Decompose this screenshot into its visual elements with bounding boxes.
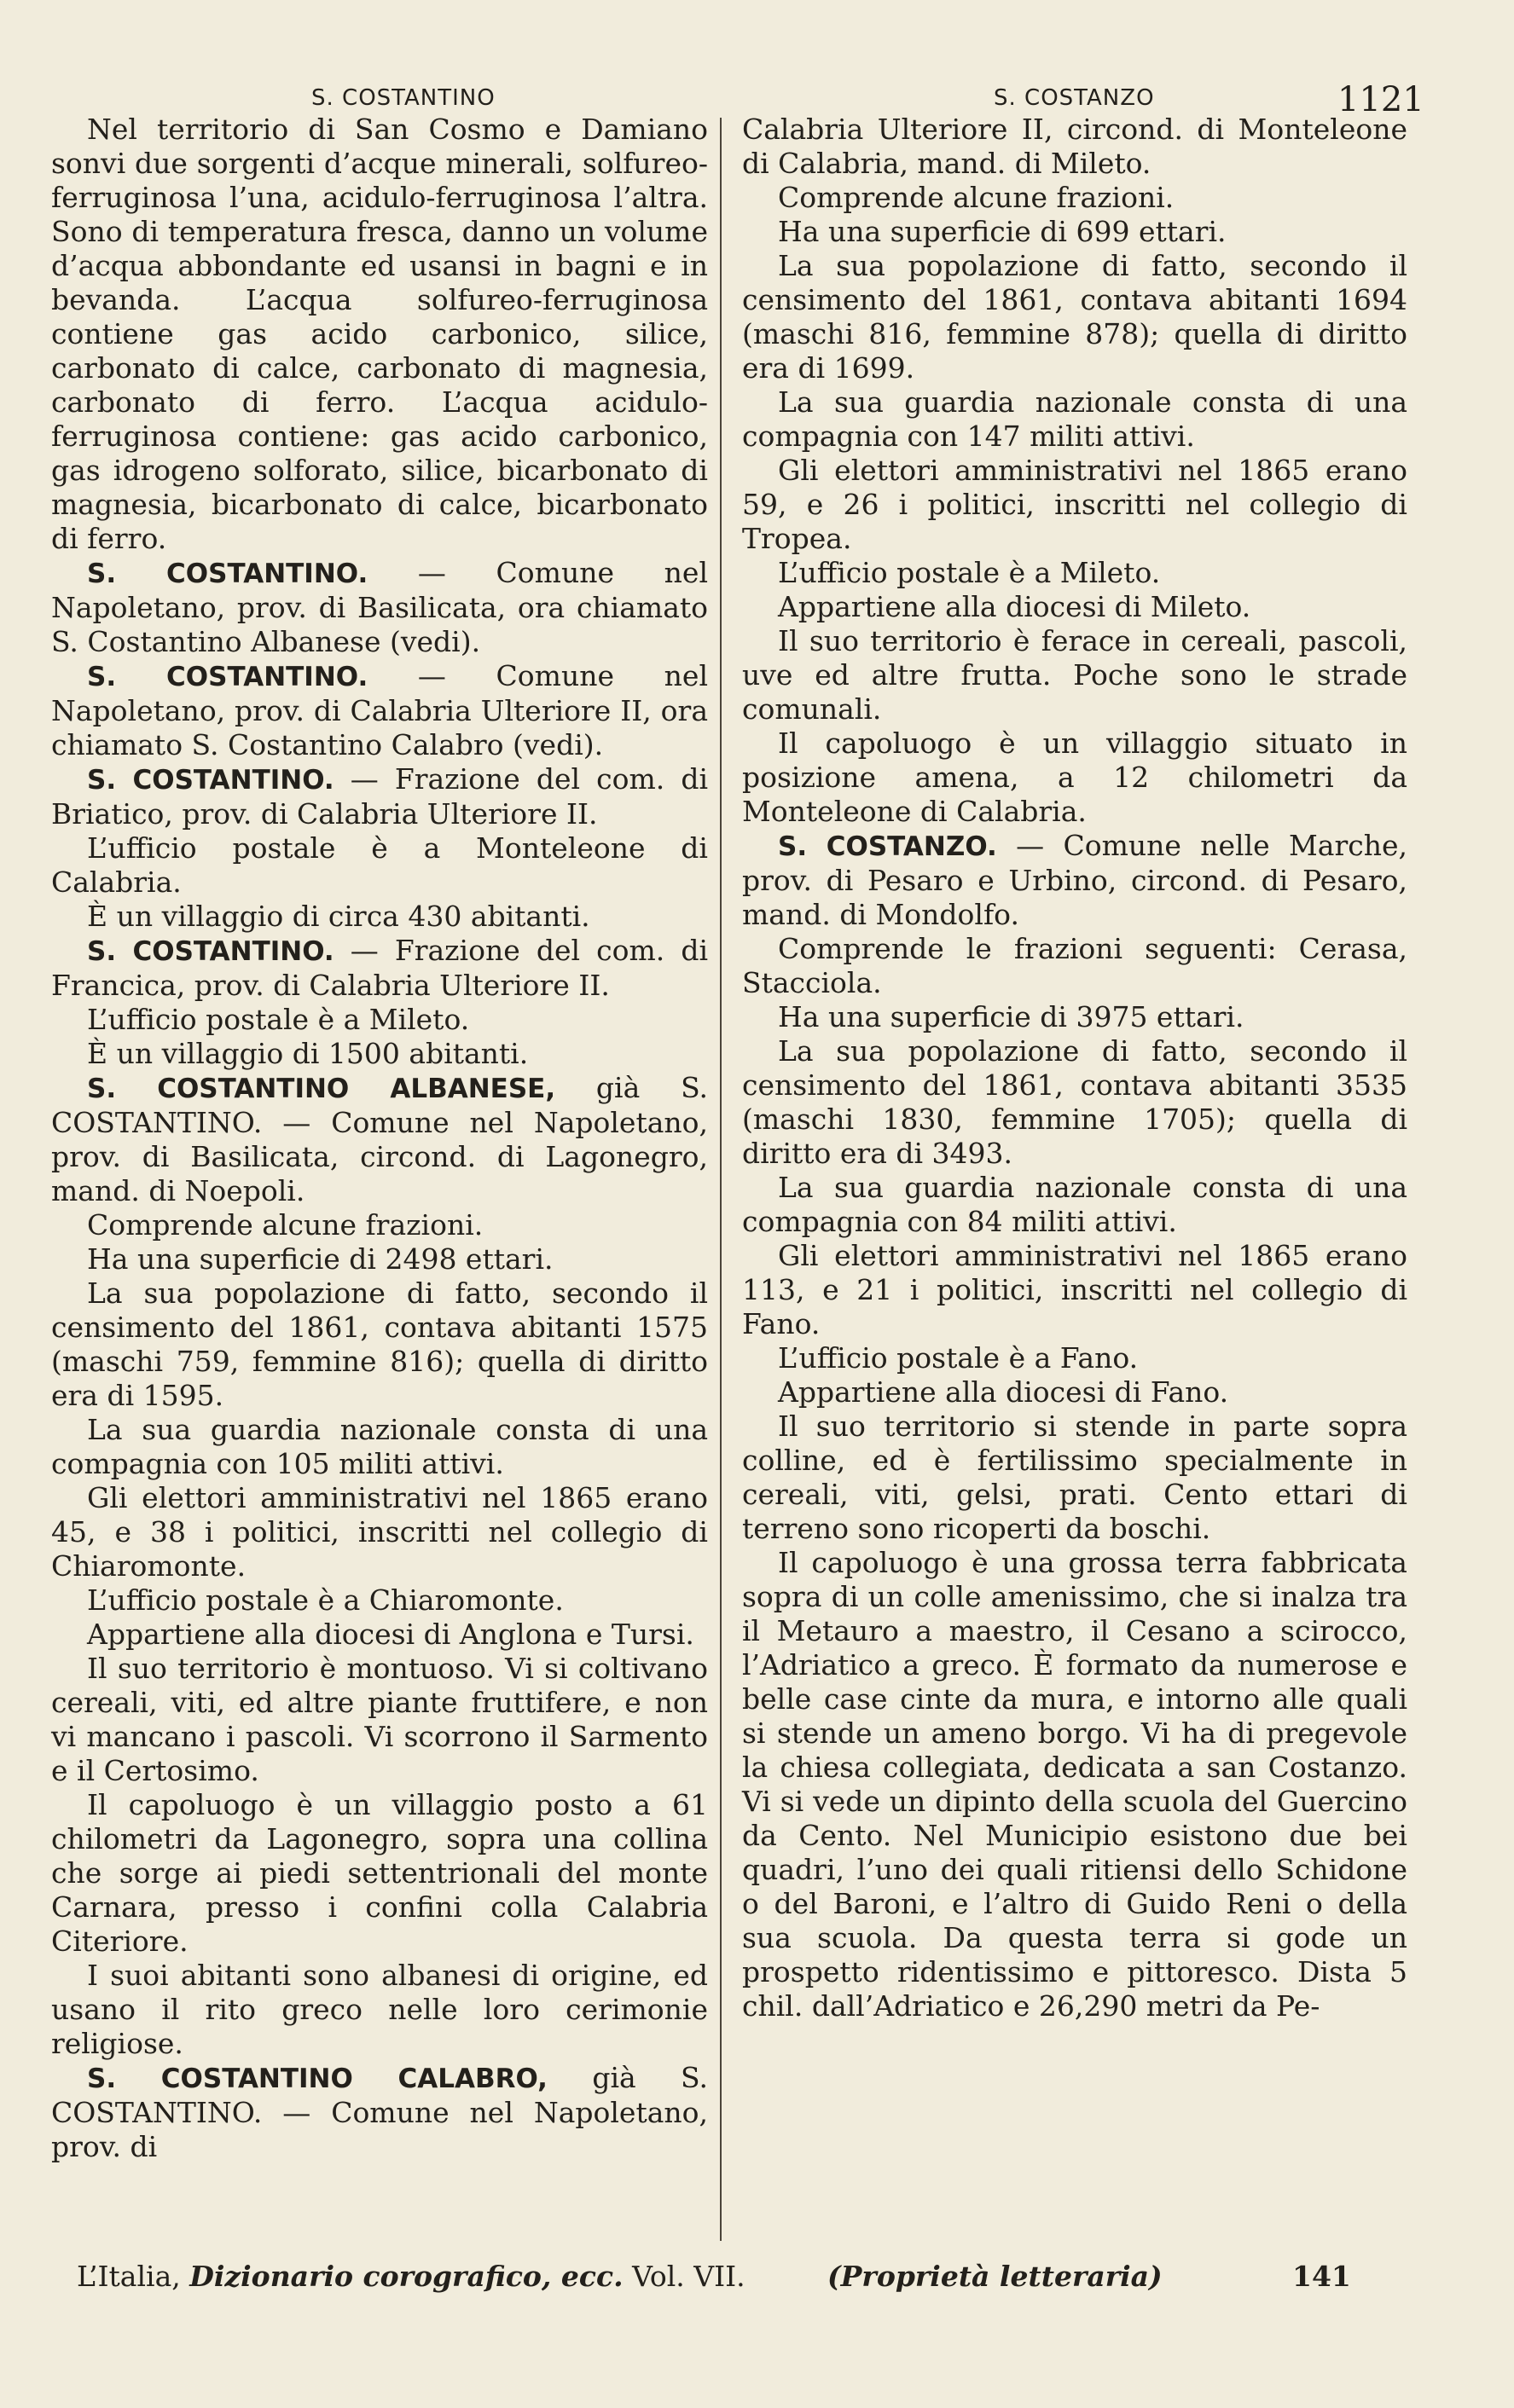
paragraph [742,1239,1407,1341]
footer-volume: Vol. VII. [632,2260,745,2293]
paragraph-text: La sua guardia nazionale consta di una compagnia con 105 militi attivi. [51,1413,708,1480]
entry-headword: S. COSTANTINO. [87,559,368,589]
paragraph [51,1959,708,2061]
paragraph-text: Il suo territorio è ferace in cereali, pascoli, uve ed altre frutta. Poche sono le strade comunali. [742,624,1407,726]
paragraph [51,831,708,900]
paragraph-text: L’ufficio postale è a Chiaromonte. [87,1583,564,1617]
paragraph [51,1788,708,1959]
paragraph [51,1652,708,1788]
left-column [51,113,708,2164]
paragraph-text: Il capoluogo è un villaggio situato in posizione amena, a 12 chilometri da Monteleone di Calabria. [742,726,1407,828]
paragraph [742,556,1407,590]
paragraph [742,215,1407,249]
paragraph-text: Appartiene alla diocesi di Mileto. [778,590,1251,623]
paragraph-text: Il capoluogo è un villaggio posto a 61 chilometri da Lagonegro, sopra una collina che sorge ai piedi settentrionali del monte Carnara, presso i confini colla Calabria Citeriore. [51,1788,708,1958]
paragraph [51,1037,708,1071]
paragraph [51,113,708,556]
paragraph [742,1341,1407,1375]
paragraph-text: Comprende le frazioni seguenti: Cerasa, Stacciola. [742,932,1407,999]
footer-rights: (Proprietà letteraria) [827,2260,1163,2293]
paragraph-text: già S. COSTANTINO. — Comune nel Napoletano, prov. di Basilicata, circond. di Lagonegro, mand. di Noepoli. [51,1071,708,1207]
paragraph [742,113,1407,181]
paragraph [742,454,1407,556]
paragraph [742,181,1407,215]
paragraph-text: La sua popolazione di fatto, secondo il censimento del 1861, contava abitanti 3535 (maschi 1830, femmine 1705); quella di diritto era di 3493. [742,1034,1407,1170]
paragraph-text: La sua guardia nazionale consta di una compagnia con 84 militi attivi. [742,1171,1407,1238]
paragraph-text: È un villaggio di circa 430 abitanti. [87,900,590,933]
paragraph [51,556,708,659]
paragraph [51,1003,708,1037]
paragraph [51,934,708,1003]
paragraph [51,1208,708,1242]
right-column [742,113,1407,2023]
entry-headword: S. COSTANTINO. [87,662,368,692]
entry-headword: S. COSTANTINO ALBANESE, [87,1074,556,1104]
paragraph [51,1413,708,1481]
page-number: 1121 [1337,80,1424,119]
paragraph-text: Il suo territorio è montuoso. Vi si coltivano cereali, viti, ed altre piante fruttifere, e non vi mancano i pascoli. Vi scorrono il Sarmento e il Certosimo. [51,1652,708,1787]
paragraph-text: L’ufficio postale è a Mileto. [87,1003,470,1036]
paragraph [742,726,1407,829]
footer-left [77,2260,745,2293]
paragraph-text: — Comune nel Napoletano, prov. di Basilicata, ora chiamato S. Costantino Albanese (vedi). [51,556,708,658]
paragraph [742,624,1407,726]
paragraph-text: Gli elettori amministrativi nel 1865 erano 45, e 38 i politici, inscritti nel collegio di Chiaromonte. [51,1481,708,1583]
paragraph [742,1375,1407,1409]
footer-sheet-number: 141 [1292,2260,1351,2293]
paragraph-text: Comprende alcune frazioni. [778,181,1175,214]
paragraph-text: Gli elettori amministrativi nel 1865 erano 113, e 21 i politici, inscritti nel collegio di Fano. [742,1239,1407,1340]
paragraph [51,2061,708,2164]
paragraph [742,1171,1407,1239]
entry-headword: S. COSTANTINO. [87,765,334,796]
paragraph-text: — Frazione del com. di Briatico, prov. di Calabria Ulteriore II. [51,762,709,831]
paragraph [742,1409,1407,1546]
paragraph-text: Ha una superficie di 3975 ettari. [778,1000,1244,1033]
paragraph [51,900,708,934]
paragraph [742,1546,1407,2023]
paragraph [51,1242,708,1276]
paragraph-text: È un villaggio di 1500 abitanti. [87,1037,529,1070]
paragraph-text: L’ufficio postale è a Monteleone di Calabria. [51,831,708,899]
paragraph-text: Appartiene alla diocesi di Anglona e Tursi. [87,1618,694,1651]
entry-headword: S. COSTANTINO. [87,936,334,967]
paragraph-text: Comprende alcune frazioni. [87,1208,484,1242]
paragraph [742,829,1407,932]
paragraph-text: — Frazione del com. di Francica, prov. di Calabria Ulteriore II. [51,934,709,1002]
paragraph [742,385,1407,454]
paragraph-text: L’ufficio postale è a Mileto. [778,556,1161,589]
paragraph [51,659,708,762]
paragraph-text: Ha una superficie di 2498 ettari. [87,1242,554,1276]
paragraph [742,249,1407,385]
entry-headword: S. COSTANTINO CALABRO, [87,2064,548,2094]
footer-publication: L’Italia, [77,2260,181,2293]
paragraph-text: Calabria Ulteriore II, circond. di Monteleone di Calabria, mand. di Mileto. [742,113,1407,180]
paragraph [51,1583,708,1618]
paragraph [51,1481,708,1583]
paragraph [742,590,1407,624]
paragraph-text: — Comune nel Napoletano, prov. di Calabria Ulteriore II, ora chiamato S. Costantino Calabro (vedi). [51,659,708,761]
paragraph-text: Ha una superficie di 699 ettari. [778,215,1227,248]
paragraph-text: Appartiene alla diocesi di Fano. [778,1375,1229,1409]
paragraph [742,932,1407,1000]
paragraph-text: L’ufficio postale è a Fano. [778,1341,1139,1375]
running-head-right: S. COSTANZO [994,85,1155,111]
paragraph [51,762,708,831]
paragraph [51,1618,708,1652]
paragraph [742,1000,1407,1034]
paragraph-text: — Comune nelle Marche, prov. di Pesaro e Urbino, circond. di Pesaro, mand. di Mondolfo. [742,829,1407,931]
running-head-left: S. COSTANTINO [311,85,496,111]
paragraph-text: già S. COSTANTINO. — Comune nel Napoletano, prov. di [51,2061,708,2163]
paragraph-text: Il capoluogo è una grossa terra fabbricata sopra di un colle amenissimo, che si inalza tra il Metauro a maestro, il Cesano a scirocco, l’Adriatico a greco. È formato da numerose e belle case cinte da mura, e intorno alle quali si stende un ameno borgo. Vi ha di pregevole la chiesa collegiata, dedicata a san Costanzo. Vi si vede un dipinto della scuola del Guercino da Cento. Nel Municipio esistono due bei quadri, l’uno dei quali ritiensi dello Schidone o del Baroni, e l’altro di Guido Reni o della sua scuola. Da questa terra si gode un prospetto ridentissimo e pittoresco. Dista 5 chil. dall’Adriatico e 26,290 metri da Pe- [742,1546,1407,2023]
paragraph-text: Gli elettori amministrativi nel 1865 erano 59, e 26 i politici, inscritti nel collegio di Tropea. [742,454,1407,555]
paragraph [51,1071,708,1208]
column-divider [720,118,722,2241]
paragraph [51,1276,708,1413]
paragraph-text: La sua popolazione di fatto, secondo il censimento del 1861, contava abitanti 1694 (maschi 816, femmine 878); quella di diritto era di 1699. [742,249,1407,385]
paragraph [742,1034,1407,1171]
paragraph-text: Nel territorio di San Cosmo e Damiano sonvi due sorgenti d’acque minerali, solfureo-ferruginosa l’una, acidulo-ferruginosa l’altra. Sono di temperatura fresca, danno un volume d’acqua abbondante ed usansi in bagni e in bevanda. L’acqua solfureo-ferruginosa contiene gas acido carbonico, silice, carbonato di calce, carbonato di magnesia, carbonato di ferro. L’acqua acidulo-ferruginosa contiene: gas acido carbonico, gas idrogeno solforato, silice, bicarbonato di magnesia, bicarbonato di calce, bicarbonato di ferro. [51,113,708,555]
paragraph-text: La sua popolazione di fatto, secondo il censimento del 1861, contava abitanti 1575 (maschi 759, femmine 816); quella di diritto era di 1595. [51,1276,708,1412]
footer-title: Dizionario corografico, ecc. [189,2260,624,2293]
entry-headword: S. COSTANZO. [778,831,997,862]
paragraph-text: I suoi abitanti sono albanesi di origine, ed usano il rito greco nelle loro cerimonie religiose. [51,1959,708,2060]
paragraph-text: La sua guardia nazionale consta di una compagnia con 147 militi attivi. [742,385,1407,453]
paragraph-text: Il suo territorio si stende in parte sopra colline, ed è fertilissimo specialmente in cereali, viti, gelsi, prati. Cento ettari di terreno sono ricoperti da boschi. [742,1409,1407,1545]
